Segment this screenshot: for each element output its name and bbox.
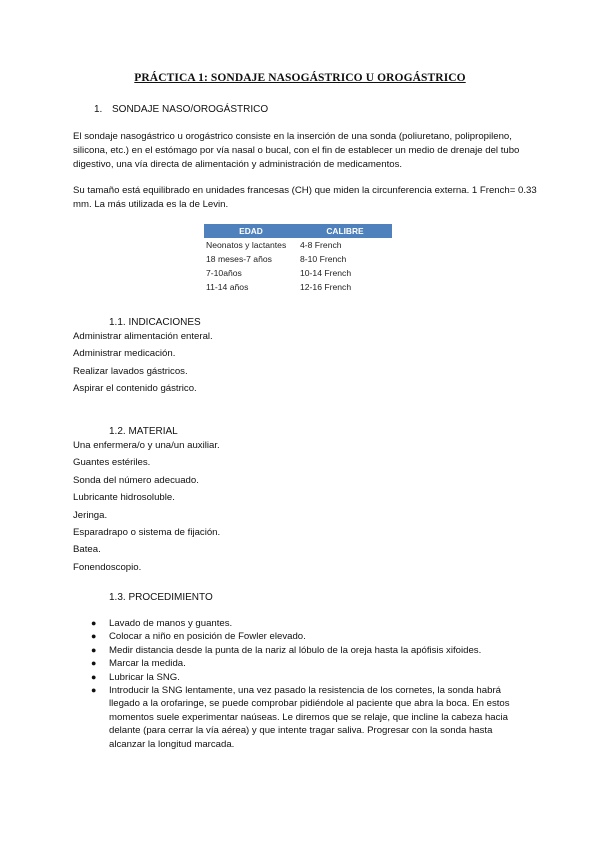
table-cell-calibre: 4-8 French <box>300 240 342 250</box>
list-item: Aspirar el contenido gástrico. <box>73 383 197 395</box>
list-item: Batea. <box>73 544 101 556</box>
list-item: Realizar lavados gástricos. <box>73 365 188 377</box>
table-row <box>204 252 392 266</box>
indicaciones-list <box>73 330 213 400</box>
list-item: Administrar medicación. <box>73 348 176 360</box>
list-item <box>91 684 531 751</box>
bullet-icon: ● <box>91 658 97 669</box>
table-row <box>204 266 392 280</box>
indicaciones-heading: 1.1. INDICACIONES <box>109 317 201 328</box>
list-item <box>91 644 531 657</box>
list-item: Sonda del número adecuado. <box>73 474 199 486</box>
header-edad: EDAD <box>204 224 298 238</box>
page-title: PRÁCTICA 1: SONDAJE NASOGÁSTRICO U OROGÁSTRICO <box>134 72 466 84</box>
intro-paragraph: El sondaje nasogástrico u orogástrico consiste en la inserción de una sonda (poliuretano, polipropileno, silicona, etc.) en el estómago por vía nasal o bucal, con el fin de establecer un medio de drenaje del tubo digestivo, una vía directa de alimentación y administración de medicamentos. <box>73 131 520 171</box>
list-item-text: Marcar la medida. <box>109 658 186 670</box>
material-heading: 1.2. MATERIAL <box>109 426 178 437</box>
bullet-icon: ● <box>91 631 97 642</box>
list-item <box>91 617 531 630</box>
header-calibre: CALIBRE <box>298 224 392 238</box>
table-cell-calibre: 12-16 French <box>300 282 352 292</box>
table-header-row <box>204 224 392 238</box>
table-row <box>204 280 392 294</box>
table-cell-edad: 7-10años <box>206 268 242 278</box>
list-item: Administrar alimentación enteral. <box>73 331 213 342</box>
table-cell-edad: Neonatos y lactantes <box>206 240 287 250</box>
list-item: Jeringa. <box>73 509 108 521</box>
table-cell-edad: 11-14 años <box>206 282 249 292</box>
caliber-table <box>204 224 392 294</box>
list-item: Lubricante hidrosoluble. <box>73 492 175 504</box>
table-cell-edad: 18 meses-7 años <box>206 254 272 264</box>
list-item: Una enfermera/o y una/un auxiliar. <box>73 440 220 451</box>
list-item <box>91 671 531 684</box>
bullet-icon: ● <box>91 644 97 655</box>
procedimiento-heading: 1.3. PROCEDIMIENTO <box>109 592 213 603</box>
list-item <box>91 630 531 643</box>
list-item: Guantes estériles. <box>73 457 151 469</box>
bullet-icon: ● <box>91 685 97 696</box>
table-cell-calibre: 8-10 French <box>300 254 347 264</box>
procedimiento-list <box>91 617 531 751</box>
list-item <box>91 657 531 670</box>
section-number: 1. <box>94 104 103 115</box>
table-cell-calibre: 10-14 French <box>300 268 352 278</box>
list-item-text: Introducir la SNG lentamente, una vez pasado la resistencia de los cornetes, la sonda habrá llegado a la orofaringe, se puede comprobar pidiéndole al paciente que abra la boca. En estos momentos suele experimentar naúseas. Le diremos que se relaje, que incline la cabeza hacia delante (para cerrar la vía aérea) y que intente tragar saliva. Progresar con la sonda hasta alcanzar la longitud marcada. <box>109 685 510 750</box>
list-item: Fonendoscopio. <box>73 561 142 573</box>
section-title: SONDAJE NASO/OROGÁSTRICO <box>112 104 269 115</box>
bullet-icon: ● <box>91 618 97 628</box>
list-item: Esparadrapo o sistema de fijación. <box>73 526 221 538</box>
list-item-text: Lubricar la SNG. <box>109 671 180 683</box>
list-item-text: Medir distancia desde la punta de la nariz al lóbulo de la oreja hasta la apófisis xifoides. <box>109 644 482 656</box>
bullet-icon: ● <box>91 671 97 682</box>
list-item-text: Lavado de manos y guantes. <box>109 618 233 629</box>
table-row <box>204 238 392 252</box>
list-item-text: Colocar a niño en posición de Fowler elevado. <box>109 631 306 643</box>
section-heading-1 <box>94 104 268 115</box>
size-paragraph: Su tamaño está equilibrado en unidades francesas (CH) que miden la circunferencia externa. 1 French= 0.33 mm. La más utilizada es la de Levin. <box>73 185 537 211</box>
material-list <box>73 439 220 578</box>
